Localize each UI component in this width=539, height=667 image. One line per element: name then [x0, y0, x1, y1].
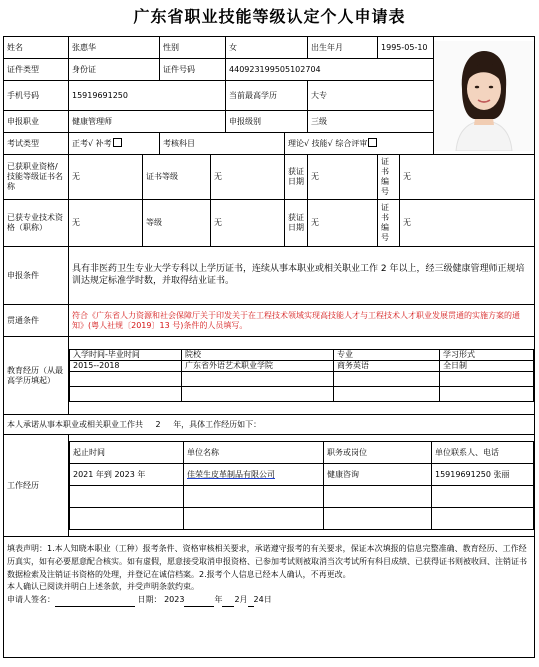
level-value[interactable]: 三级 [308, 111, 434, 133]
edu-school[interactable]: 广东省外语艺术职业学院 [182, 361, 334, 372]
cert-date-value[interactable]: 无 [308, 155, 378, 200]
edu-header-school: 院校 [182, 350, 334, 361]
gender-label: 性别 [160, 37, 226, 59]
work-header-position: 职务或岗位 [324, 442, 432, 464]
exam-type-makeup[interactable]: 补考 [95, 139, 112, 148]
work-company[interactable] [184, 486, 324, 508]
month-blank [222, 597, 234, 607]
table-row [70, 372, 534, 387]
declaration-confirm: 本人确认已阅读并明白上述条款，并受声明条款约束。 [7, 582, 199, 592]
tech-no-label: 证书编号 [378, 200, 400, 247]
work-header [70, 442, 534, 464]
work-company[interactable] [184, 508, 324, 530]
tech-level-label: 等级 [143, 200, 211, 247]
date-year[interactable]: 2023 [164, 595, 185, 605]
year-unit: 年 [214, 595, 223, 605]
work-intro-suffix: 年，具体工作经历如下： [173, 419, 262, 429]
cert-no-label: 证书编号 [378, 155, 400, 200]
conditions-label: 申报条件 [4, 247, 69, 305]
cert-level-label: 证书等级 [143, 155, 211, 200]
name-value[interactable]: 张惠华 [69, 37, 160, 59]
date-month[interactable]: 2 [234, 595, 240, 605]
edu-label: 当前最高学历 [226, 81, 308, 111]
cert-level-value[interactable]: 无 [211, 155, 285, 200]
work-header-company: 单位名称 [184, 442, 324, 464]
id-type-label: 证件类型 [4, 59, 69, 81]
work-position[interactable] [324, 508, 432, 530]
id-no-value[interactable]: 440923199505102704 [226, 59, 434, 81]
date-day[interactable]: 24 [253, 595, 264, 605]
table-row [70, 464, 534, 486]
work-header-period: 起止时间 [70, 442, 184, 464]
edu-form[interactable] [440, 387, 534, 402]
edu-header-major: 专业 [334, 350, 440, 361]
id-no-label: 证件号码 [160, 59, 226, 81]
edu-major[interactable]: 商务英语 [334, 361, 440, 372]
makeup-checkbox[interactable] [113, 138, 122, 147]
work-section [69, 435, 535, 537]
education-table [69, 349, 534, 402]
work-contact[interactable] [432, 486, 534, 508]
applicant-photo [434, 41, 534, 151]
signature-line [7, 594, 531, 607]
cert-no-value[interactable]: 无 [400, 155, 535, 200]
work-intro [4, 415, 535, 435]
subject-theory[interactable]: 理论√ [288, 139, 310, 148]
year-blank [184, 597, 214, 607]
subject-skill[interactable]: 技能√ [311, 139, 333, 148]
edu-form[interactable] [440, 372, 534, 387]
form-title: 广东省职业技能等级认定个人申请表 [133, 7, 406, 26]
tech-date-value[interactable]: 无 [308, 200, 378, 247]
edu-period[interactable] [70, 387, 182, 402]
exam-subject-label: 考核科目 [160, 133, 285, 155]
table-row [70, 508, 534, 530]
compliance-label: 贯通条件 [4, 305, 69, 337]
tech-level-value[interactable]: 无 [211, 200, 285, 247]
id-type-value[interactable]: 身份证 [69, 59, 160, 81]
exam-type-options[interactable] [69, 133, 160, 155]
subject-review[interactable]: 综合评审 [335, 139, 368, 148]
edu-form[interactable]: 全日制 [440, 361, 534, 372]
work-company[interactable]: 佳荣生皮革制品有限公司 [184, 464, 324, 486]
edu-school[interactable] [182, 387, 334, 402]
signature-field[interactable] [55, 597, 135, 607]
work-contact[interactable] [432, 508, 534, 530]
cert-date-label: 获证日期 [285, 155, 308, 200]
work-contact[interactable]: 15919691250 张丽 [432, 464, 534, 486]
cert-label: 已获职业资格/技能等级证书名称 [4, 155, 69, 200]
birth-value[interactable]: 1995-05-10 [378, 37, 434, 59]
compliance-text[interactable]: 符合《广东省人力资源和社会保障厅关于印发关于在工程技术领域实现高技能人才与工程技术人才职业发展贯通的实施方案的通知》(粤人社规〔2019〕13 号)条件的人员填写。 [69, 305, 535, 337]
work-period[interactable]: 2021 年到 2023 年 [70, 464, 184, 486]
birth-label: 出生年月 [308, 37, 378, 59]
conditions-text[interactable]: 具有非医药卫生专业大学专科以上学历证书，连续从事本职业或相关职业工作 2 年以上，经三级健康管理师正规培训达规定标准学时数，并取得结业证书。 [69, 247, 535, 305]
edu-school[interactable] [182, 372, 334, 387]
tech-value[interactable]: 无 [69, 200, 143, 247]
exam-subject-options[interactable] [285, 133, 434, 155]
edu-header-period: 入学时间-毕业时间 [70, 350, 182, 361]
work-label: 工作经历 [4, 435, 69, 537]
work-period[interactable] [70, 486, 184, 508]
table-row [70, 361, 534, 372]
edu-major[interactable] [334, 372, 440, 387]
edu-period[interactable] [70, 372, 182, 387]
month-unit: 月 [239, 595, 248, 605]
portrait-image [434, 41, 534, 151]
education-section [69, 337, 535, 415]
day-unit: 日 [263, 595, 272, 605]
cert-value[interactable]: 无 [69, 155, 143, 200]
tech-label: 已获专业技术资格（职称） [4, 200, 69, 247]
occupation-label: 申报职业 [4, 111, 69, 133]
work-header-contact: 单位联系人、电话 [432, 442, 534, 464]
edu-major[interactable] [334, 387, 440, 402]
education-header [70, 350, 534, 361]
application-form [3, 36, 535, 658]
declaration-text: 填表声明：1.本人知晓本职业（工种）报考条件、资格审核相关要求，承诺遵守报考的有关要求，保证本次填报的信息完整准确、教育经历、工作经历真实，如有必要愿意配合核实。如有虚假，愿意接受取消申报资格、已参加考试则被取消当次考试所有科目成绩、已获得证书则被收回、注销证书数据检索及注销证书资格的处理，并登记在诚信档案。2.报考个人信息已经本人确认，不再更改。 [7, 544, 527, 579]
gender-value[interactable]: 女 [226, 37, 308, 59]
tech-date-label: 获证日期 [285, 200, 308, 247]
occupation-value[interactable]: 健康管理师 [69, 111, 226, 133]
exam-type-regular[interactable]: 正考√ [72, 139, 94, 148]
photo-cell [434, 37, 535, 155]
edu-value[interactable]: 大专 [308, 81, 434, 111]
work-table [69, 441, 534, 530]
table-row [70, 387, 534, 402]
review-checkbox[interactable] [368, 138, 377, 147]
table-row [70, 486, 534, 508]
education-label: 教育经历（从最高学历填起） [4, 337, 69, 415]
edu-period[interactable]: 2015--2018 [70, 361, 182, 372]
sign-label: 申请人签名： [7, 595, 55, 605]
name-label: 姓名 [4, 37, 69, 59]
level-label: 申报级别 [226, 111, 308, 133]
work-intro-prefix: 本人承诺从事本职业或相关职业工作共 [7, 419, 143, 429]
declaration-section [4, 537, 535, 658]
work-period[interactable] [70, 508, 184, 530]
date-label: 日期： [137, 595, 162, 605]
work-position[interactable]: 健康咨询 [324, 464, 432, 486]
exam-type-label: 考试类型 [4, 133, 69, 155]
tech-no-value[interactable]: 无 [400, 200, 535, 247]
work-position[interactable] [324, 486, 432, 508]
phone-value[interactable]: 15919691250 [69, 81, 226, 111]
phone-label: 手机号码 [4, 81, 69, 111]
edu-header-form: 学习形式 [440, 350, 534, 361]
work-years[interactable]: 2 [155, 419, 161, 429]
